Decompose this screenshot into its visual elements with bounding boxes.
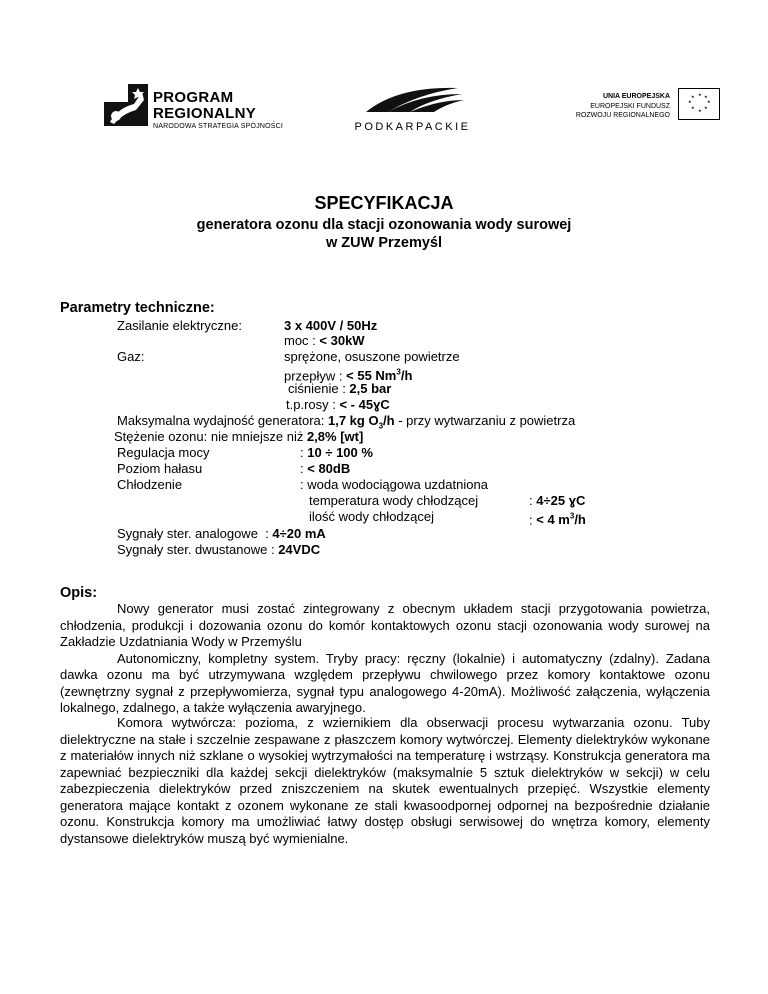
opis-body-2 xyxy=(60,715,710,847)
svg-text:★: ★ xyxy=(688,99,692,104)
podkarpackie-logo xyxy=(330,84,495,133)
moc-row: moc : < 30kW xyxy=(284,333,365,348)
temp-label: temperatura wody chłodzącej xyxy=(309,493,479,508)
svg-text:★: ★ xyxy=(691,105,695,110)
program-regionalny-text xyxy=(153,90,283,132)
svg-text:★: ★ xyxy=(691,94,695,99)
program-regionalny-emblem-icon xyxy=(100,78,152,130)
opis-paragraph-3: Komora wytwórcza: pozioma, z wziernikiem dla obserwacji procesu wytwarzania ozonu. Tuby dielektryczne na stałe i szczelnie zespawane z płaszczem komory wytwórczej. Elementy dielektryków wykonane z materiałów innych niż szklane o wysokiej wytrzymałości na temperaturę i wstrząsy. Konstrukcja generatora ma zapewniać bezpieczniki dla każdej sekcji dielektryków (maksymalnie 5 sztuk dielektryków w sekcji) w celu zabezpieczenia dielektryków przed zniszczeniem na skutek ewentualnych przepięć. Wszystkie elementy generatora mające kontakt z ozonem wykonane ze stali kwasoodpornej odpornej na bezpośrednie działanie ozonu. Konstrukcja komory ma umożliwiać łatwy dostęp obsługi serwisowej do wnętrza komory, elementy dystansowe dielektryków muszą być wymienialne. xyxy=(60,715,710,846)
params-heading: Parametry techniczne: xyxy=(60,300,215,316)
podkarpackie-name: PODKARPACKIE xyxy=(354,121,471,133)
svg-text:★: ★ xyxy=(704,94,708,99)
svg-text:★: ★ xyxy=(698,92,702,97)
opis-body xyxy=(60,601,710,717)
program-line-1: PROGRAM xyxy=(153,89,234,106)
wydajnosc-row: Maksymalna wydajność generatora: 1,7 kg $O_3/h$ - przy wytwarzaniu z powietrza xyxy=(117,413,576,431)
svg-text:★: ★ xyxy=(704,105,708,110)
eu-line-2: EUROPEJSKI FUNDUSZ xyxy=(590,102,670,110)
subtitle-line-1: generatora ozonu dla stacji ozonowania wody surowej xyxy=(196,217,572,233)
regulacja-label: Regulacja mocy xyxy=(117,445,210,460)
gaz-value: sprężone, osuszone powietrze xyxy=(284,349,460,364)
podkarpackie-emblem-icon xyxy=(358,84,468,114)
subtitle-line-2: w ZUW Przemyśl xyxy=(325,235,443,251)
program-line-2: REGIONALNY xyxy=(153,105,257,122)
gaz-label: Gaz: xyxy=(117,349,145,364)
degree-icon: ɣ xyxy=(373,397,381,412)
degree-icon: ɣ xyxy=(568,493,576,508)
analog-row: Sygnały ster. analogowe : 4÷20 mA xyxy=(117,526,326,541)
program-regionalny-logo xyxy=(100,78,152,130)
chlodzenie-label: Chłodzenie xyxy=(117,477,183,492)
ilosc-label: ilość wody chłodzącej xyxy=(309,509,435,524)
dwustan-row: Sygnały ster. dwustanowe : 24VDC xyxy=(117,542,321,557)
tprosy-row: t.p.rosy : < - 45ɣC xyxy=(286,397,390,412)
przeplyw-row: przepływ : < 55 Nm$^3$/h xyxy=(284,368,413,384)
eu-line-1: UNIA EUROPEJSKA xyxy=(602,93,670,100)
opis-heading: Opis: xyxy=(60,585,98,601)
eu-stars-icon xyxy=(679,89,719,119)
halas-label: Poziom hałasu xyxy=(117,461,203,476)
ilosc-value: : < 4 $m^3/h$ xyxy=(529,512,586,528)
chlodzenie-value: : woda wodociągowa uzdatniona xyxy=(300,477,488,492)
page-title: SPECYFIKACJA xyxy=(314,193,454,213)
stezenie-row: Stężenie ozonu: nie mniejsze niż 2,8% [wt] xyxy=(114,429,364,444)
svg-text:★: ★ xyxy=(698,108,702,113)
zasilanie-label: Zasilanie elektryczne: xyxy=(117,318,242,333)
cisnienie-row: ciśnienie : 2,5 bar xyxy=(288,381,392,396)
opis-paragraph-2: Autonomiczny, kompletny system. Tryby pracy: ręczny (lokalnie) i automatyczny (zdalny). Zadana dawka ozonu ma być utrzymywana względem przepływu chwilowego przez komory kontaktowe ozonu (zewnętrzny sygnał z przepływomierza, sygnał typu analogowego 4-20mA). Możliwość załączenia, wyłączenia lokalnego, zdalnego, a także wyłączenia awaryjnego. xyxy=(60,650,710,715)
svg-text:★: ★ xyxy=(707,99,711,104)
eu-line-3: ROZWOJU REGIONALNEGO xyxy=(575,112,670,119)
eu-flag xyxy=(678,88,720,120)
halas-value: : < 80dB xyxy=(300,461,351,476)
temp-value: : 4÷25 ɣC xyxy=(529,493,586,508)
program-line-3: NARODOWA STRATEGIA SPÓJNOŚCI xyxy=(153,123,284,130)
regulacja-value: : 10 ÷ 100 % xyxy=(300,445,373,460)
eu-text xyxy=(560,92,670,121)
zasilanie-value: 3 x 400V / 50Hz xyxy=(284,318,378,333)
opis-paragraph-1: Nowy generator musi zostać zintegrowany z obecnym układem stacji przygotowania powietrza, chłodzenia, produkcji i dozowania ozonu do komór kontaktowych ozonu stacji ozonowania wody surowej na Zakładzie Uzdatniania Wody w Przemyślu xyxy=(60,601,710,649)
